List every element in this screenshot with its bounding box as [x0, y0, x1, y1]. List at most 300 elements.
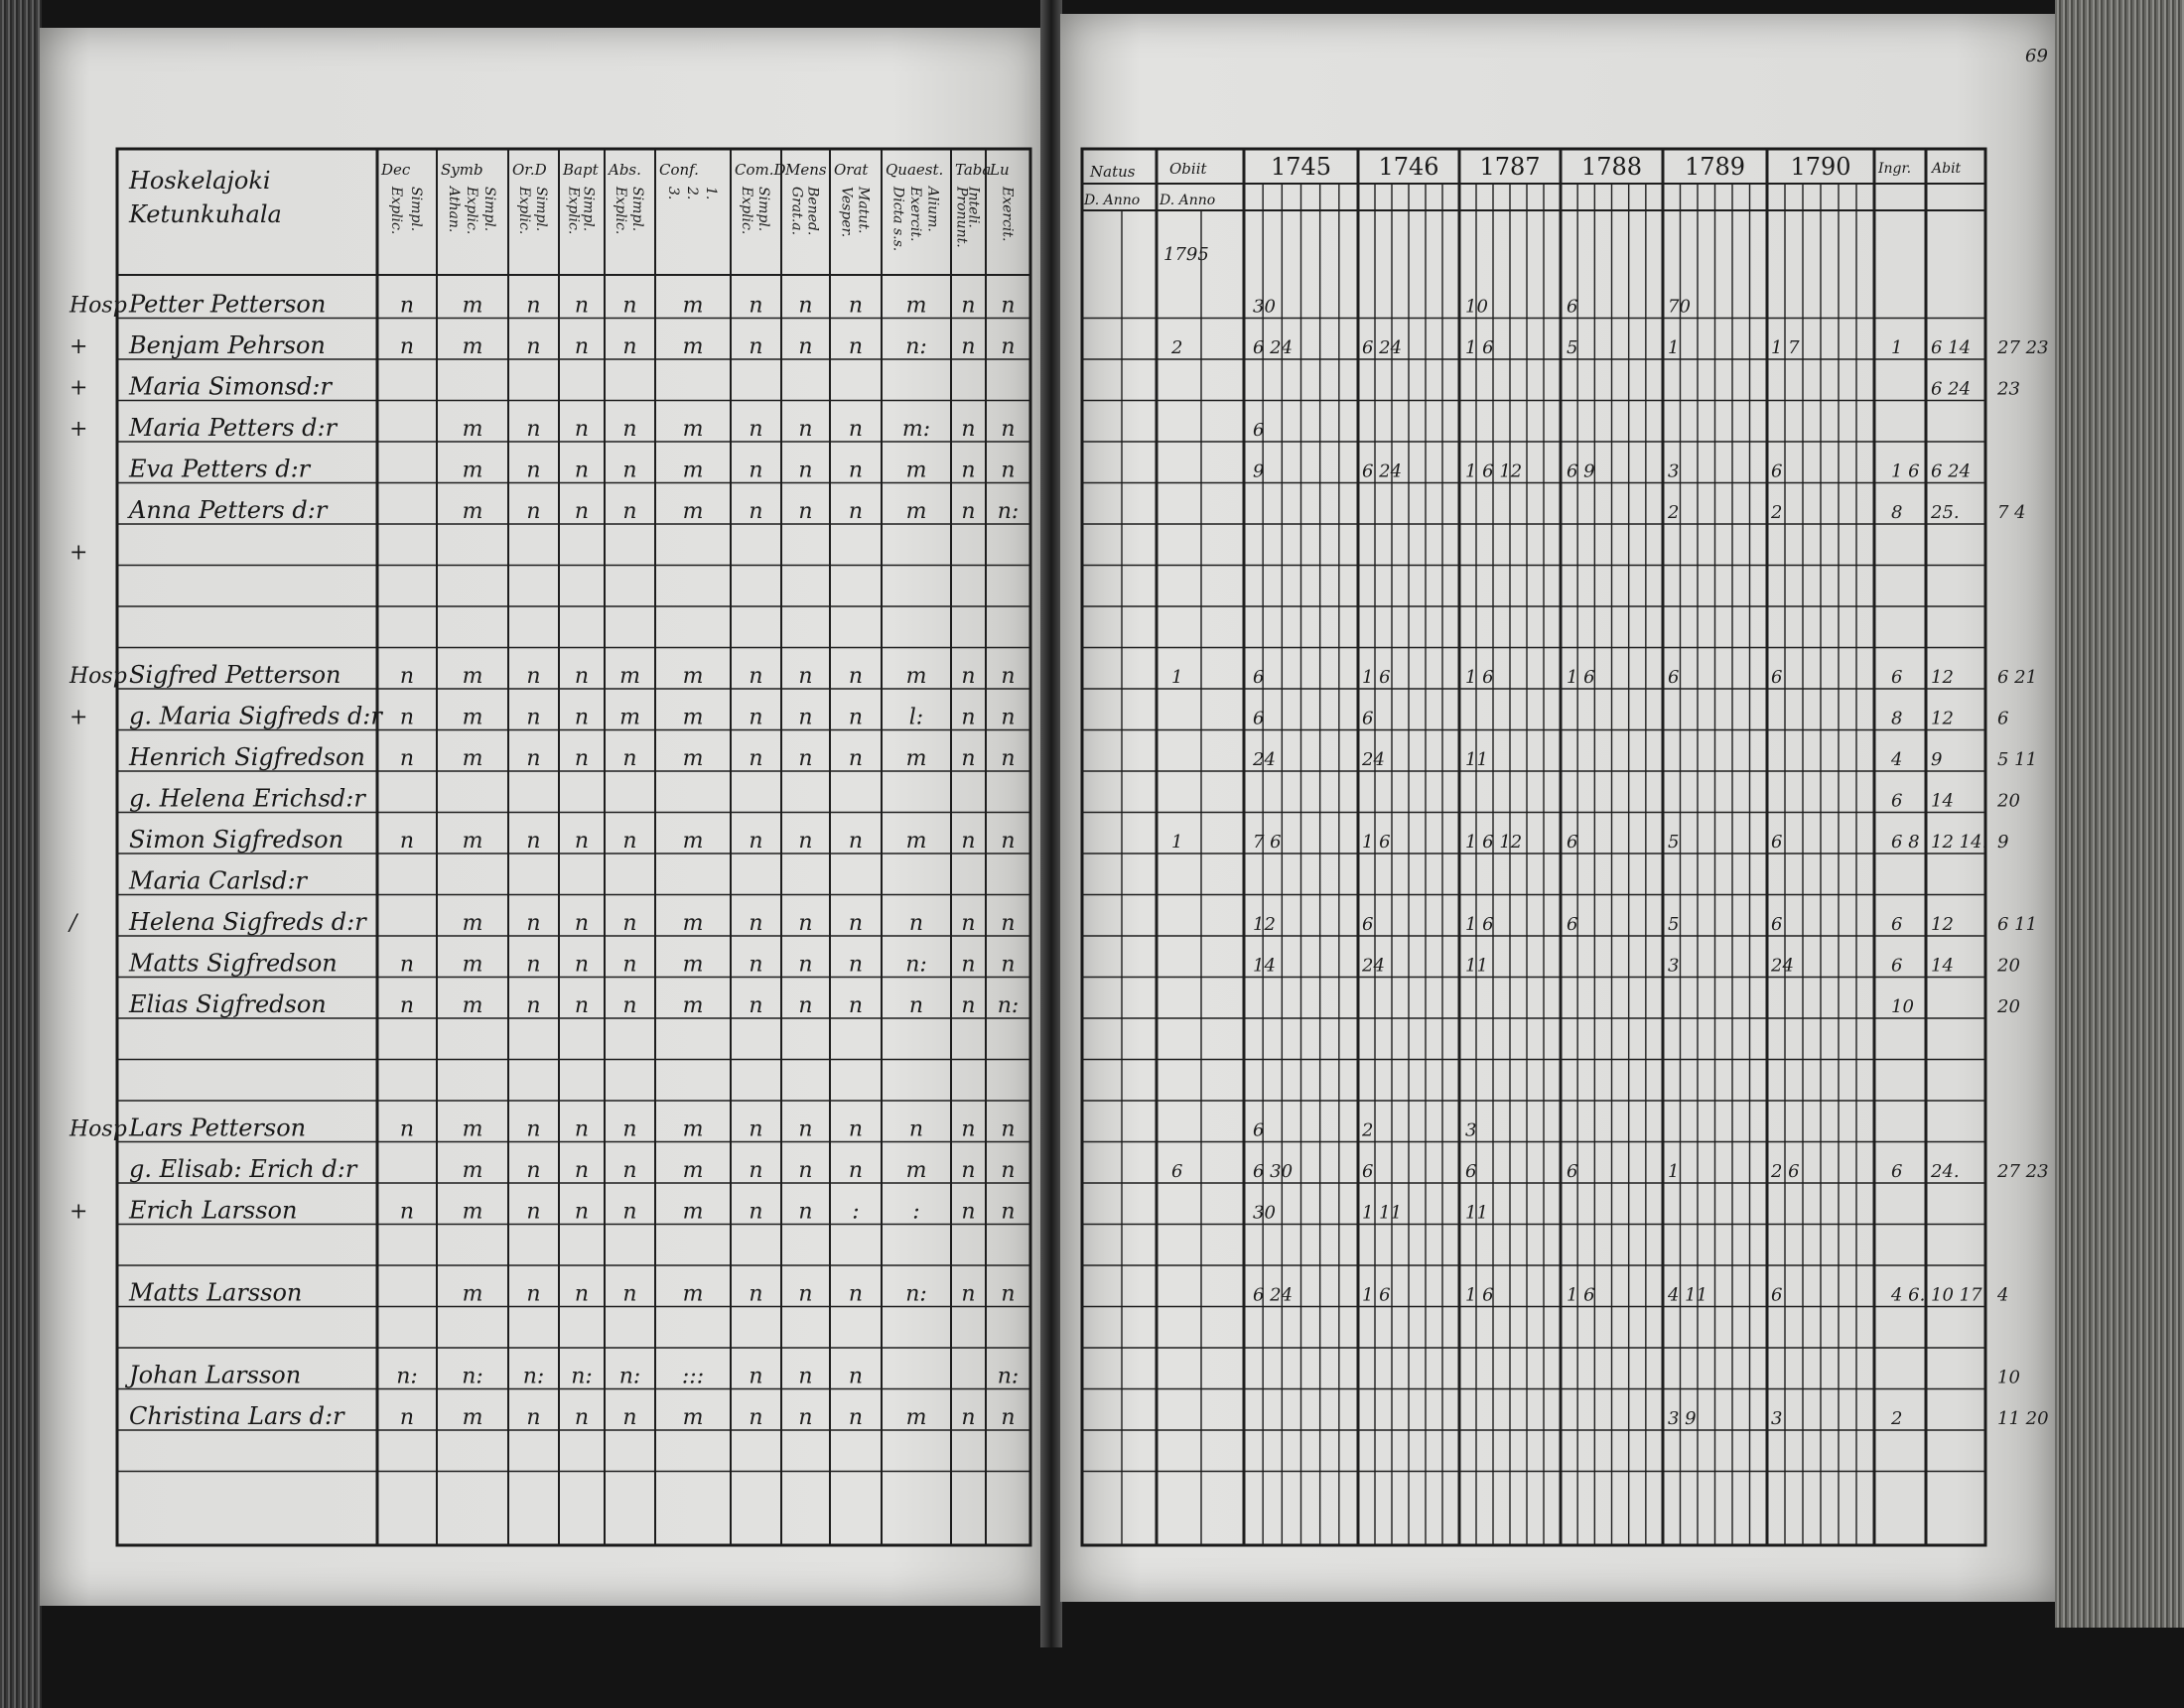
catechism-mark: n [749, 664, 763, 689]
catechism-mark: n: [905, 334, 927, 359]
catechism-mark: n [848, 952, 864, 978]
catechism-mark: n [798, 829, 813, 854]
register-entry: 8 [1891, 708, 1903, 729]
natus-header: Natus [1090, 163, 1136, 181]
register-entry: 5 [1567, 337, 1578, 358]
catechism-mark: n [961, 293, 976, 319]
left-column-header: Orat [834, 161, 869, 179]
register-entry: 2 6 [1771, 1161, 1800, 1182]
catechism-mark: n [961, 746, 976, 771]
catechism-mark: n [574, 417, 590, 442]
catechism-mark: n [1001, 1281, 1016, 1307]
catechism-mark: m: [901, 417, 931, 442]
catechism-mark: n [399, 1199, 415, 1225]
household-member-name: g. Maria Sigfreds d:r [129, 702, 382, 730]
left-column-subheader: Explic. [739, 187, 754, 235]
catechism-mark: n [961, 1405, 976, 1430]
catechism-mark: n [961, 1281, 976, 1307]
register-entry: 24 [1362, 955, 1385, 977]
household-member-name: Benjam Pehrson [129, 331, 326, 359]
catechism-mark: n [1001, 746, 1016, 771]
catechism-mark: n [749, 334, 763, 359]
register-entry: 2 [1891, 1408, 1903, 1429]
register-entry: 12 [1931, 708, 1954, 729]
catechism-mark: m [682, 911, 704, 936]
left-column-subheader: Alium. [924, 187, 941, 232]
catechism-mark: m [462, 1199, 483, 1225]
catechism-mark: n [848, 417, 864, 442]
right-margin-note: 10 [1997, 1367, 2020, 1388]
catechism-mark: n: [618, 1364, 641, 1389]
right-margin-note: 20 [1997, 955, 2020, 977]
catechism-mark: n [526, 1405, 541, 1430]
right-margin-note: 5 11 [1997, 749, 2038, 770]
left-column-header: Abs. [609, 161, 641, 179]
register-entry: 9 [1931, 749, 1943, 770]
register-entry: 6 [1771, 460, 1783, 482]
right-margin-note: 6 [1997, 708, 2009, 729]
year-column-header: 1790 [1790, 153, 1851, 181]
catechism-mark: n [526, 1158, 541, 1183]
catechism-mark: n [848, 993, 864, 1018]
catechism-mark: m [682, 1158, 704, 1183]
catechism-mark: n [526, 293, 541, 319]
catechism-mark: n [574, 911, 590, 936]
catechism-mark: n [908, 911, 924, 936]
left-column-header: Quaest. [886, 161, 944, 179]
catechism-mark: n [848, 1364, 864, 1389]
year-column-header: 1788 [1580, 153, 1643, 181]
catechism-mark: : [912, 1199, 920, 1225]
register-entry: 1 6 [1465, 667, 1494, 688]
catechism-mark: n [848, 705, 864, 730]
left-column-subheader: 2. [684, 187, 700, 200]
register-entry: 6 [1891, 790, 1903, 812]
catechism-mark: m [905, 1158, 927, 1183]
catechism-mark: n [526, 458, 541, 483]
register-entry: 1 6 [1362, 832, 1391, 853]
register-entry: 1 [1171, 667, 1183, 688]
catechism-mark: m [462, 293, 483, 319]
catechism-mark: n [574, 1117, 590, 1142]
left-column-subheader: Inteli. [965, 187, 982, 228]
left-column-subheader: Explic. [565, 187, 582, 235]
right-margin-note: 20 [1997, 996, 2020, 1017]
margin-note: Hosp [69, 664, 127, 689]
catechism-mark: n [961, 499, 976, 524]
register-entry: 6 [1891, 1161, 1903, 1182]
catechism-mark: n [622, 334, 637, 359]
left-column-header: Or.D [512, 161, 547, 179]
obiit-year-note: 1795 [1163, 244, 1209, 265]
right-margin-note: 11 20 [1997, 1408, 2049, 1429]
catechism-mark: n [1001, 1117, 1016, 1142]
catechism-mark: m [682, 664, 704, 689]
catechism-mark: m [619, 664, 640, 689]
catechism-mark: m [462, 705, 483, 730]
register-entry: 6 [1891, 667, 1903, 688]
catechism-mark: n [749, 1405, 763, 1430]
catechism-mark: m [905, 664, 927, 689]
margin-note: + [69, 417, 88, 442]
catechism-mark: n: [905, 952, 927, 978]
register-entry: 6 9 [1567, 460, 1595, 482]
register-entry: 1 6 [1465, 337, 1494, 358]
left-column-subheader: Explic. [388, 187, 404, 235]
catechism-mark: n [848, 334, 864, 359]
catechism-mark: n [574, 499, 590, 524]
catechism-mark: n [1001, 417, 1016, 442]
register-entry: 6 24 [1362, 460, 1403, 482]
register-entry: 10 [1891, 996, 1914, 1017]
left-column-subheader: 1. [703, 187, 719, 200]
register-entry: 12 [1931, 914, 1954, 935]
catechism-mark: m [682, 829, 704, 854]
catechism-mark: n: [571, 1364, 593, 1389]
catechism-mark: m [682, 499, 704, 524]
catechism-mark: n [961, 1158, 976, 1183]
household-member-name: Elias Sigfredson [129, 990, 327, 1018]
register-entry: 8 [1891, 502, 1903, 523]
catechism-mark: n [1001, 1405, 1016, 1430]
catechism-mark: n [399, 334, 415, 359]
catechism-mark: n [798, 458, 813, 483]
catechism-mark: n [526, 417, 541, 442]
catechism-mark: n [961, 334, 976, 359]
catechism-mark: m [682, 1281, 704, 1307]
abit-header: Abit [1932, 161, 1962, 177]
natus-d-anno-header: D. Anno [1084, 193, 1141, 208]
register-entry: 6 [1171, 1161, 1183, 1182]
catechism-mark: n [1001, 664, 1016, 689]
catechism-mark: n [526, 1199, 541, 1225]
register-entry: 6 [1771, 832, 1783, 853]
catechism-mark: n [526, 499, 541, 524]
catechism-mark: n [798, 993, 813, 1018]
catechism-mark: n: [997, 499, 1020, 524]
margin-note: / [69, 911, 77, 936]
register-entry: 1 6 12 [1465, 832, 1523, 853]
catechism-mark: m [462, 829, 483, 854]
left-column-header: Lu [990, 161, 1010, 179]
register-entry: 11 [1465, 749, 1488, 770]
register-entry: 6 [1771, 667, 1783, 688]
catechism-mark: l: [908, 705, 924, 730]
left-column-subheader: Matut. [855, 187, 872, 234]
catechism-mark: n [848, 911, 864, 936]
catechism-mark: n [848, 829, 864, 854]
household-member-name: Helena Sigfreds d:r [129, 908, 366, 936]
left-column-subheader: Dicta s.s. [889, 187, 906, 252]
register-entry: 4 11 [1668, 1284, 1708, 1306]
left-column-subheader: Pronunt. [953, 187, 970, 248]
catechism-mark: n [798, 1117, 813, 1142]
register-entry: 6 [1668, 667, 1680, 688]
ingress-header: Ingr. [1878, 161, 1912, 177]
register-entry: 12 [1931, 667, 1954, 688]
year-column-header: 1746 [1378, 153, 1439, 181]
register-entry: 6 30 [1253, 1161, 1294, 1182]
register-entry: 5 [1668, 832, 1680, 853]
catechism-mark: n [798, 705, 813, 730]
obiit-d-anno-header: D. Anno [1160, 193, 1216, 208]
register-entry: 6 [1771, 914, 1783, 935]
year-column-header: 1745 [1270, 153, 1332, 181]
register-entry: 25. [1931, 502, 1960, 523]
register-entry: 6 [1253, 420, 1265, 441]
catechism-mark: m [462, 911, 483, 936]
register-entry: 3 [1668, 460, 1680, 482]
catechism-mark: n [399, 993, 415, 1018]
left-column-header: Bapt [563, 161, 599, 179]
catechism-mark: n [798, 417, 813, 442]
register-entry: 1 [1668, 337, 1680, 358]
catechism-mark: n [574, 293, 590, 319]
left-column-subheader: Simpl. [755, 187, 771, 232]
register-entry: 7 6 [1253, 832, 1282, 853]
catechism-mark: n: [462, 1364, 483, 1389]
catechism-mark: n [749, 499, 763, 524]
catechism-mark: n [399, 746, 415, 771]
catechism-mark: m [462, 499, 483, 524]
catechism-mark: n [961, 664, 976, 689]
catechism-mark: m [682, 1199, 704, 1225]
catechism-mark: n [749, 1281, 763, 1307]
catechism-mark: n [908, 993, 924, 1018]
register-entry: 6 [1362, 914, 1374, 935]
catechism-mark: n [749, 1117, 763, 1142]
left-title-line-1: Hoskelajoki [129, 167, 271, 195]
right-margin-note: 27 23 [1997, 337, 2049, 358]
register-entry: 3 [1668, 955, 1680, 977]
left-column-subheader: Explic. [464, 187, 479, 235]
left-column-header: Conf. [659, 161, 699, 179]
register-entry: 6 14 [1931, 337, 1972, 358]
catechism-mark: n [526, 952, 541, 978]
register-entry: 30 [1253, 296, 1276, 318]
catechism-mark: n [574, 993, 590, 1018]
register-entry: 3 [1465, 1119, 1477, 1141]
register-entry: 6 24 [1362, 337, 1403, 358]
catechism-mark: n: [396, 1364, 418, 1389]
catechism-mark: m [905, 1405, 927, 1430]
catechism-mark: n [749, 705, 763, 730]
catechism-mark: n [1001, 705, 1016, 730]
catechism-mark: n [798, 952, 813, 978]
catechism-mark: n: [522, 1364, 545, 1389]
catechism-mark: n [526, 993, 541, 1018]
catechism-mark: m [905, 829, 927, 854]
catechism-mark: n [399, 829, 415, 854]
left-column-subheader: Explic. [516, 187, 532, 235]
register-entry: 6 [1891, 955, 1903, 977]
catechism-mark: n [961, 952, 976, 978]
left-column-header: Symb [441, 161, 483, 179]
register-entry: 10 17 [1931, 1284, 1982, 1306]
household-member-name: g. Elisab: Erich d:r [129, 1155, 357, 1183]
catechism-mark: : [852, 1199, 860, 1225]
catechism-mark: n [961, 993, 976, 1018]
register-entry: 1 6 [1891, 460, 1920, 482]
catechism-mark: m [682, 334, 704, 359]
register-entry: 12 14. [1931, 832, 1988, 853]
catechism-mark: n [749, 829, 763, 854]
catechism-mark: n [399, 293, 415, 319]
catechism-mark: n [798, 1364, 813, 1389]
catechism-mark: n [961, 911, 976, 936]
register-entry: 24 [1362, 749, 1385, 770]
catechism-mark: m [905, 293, 927, 319]
catechism-mark: n [622, 993, 637, 1018]
left-column-subheader: 3. [665, 187, 681, 200]
catechism-mark: n [526, 1117, 541, 1142]
register-entry: 4 6. [1891, 1284, 1926, 1306]
left-column-subheader: Explic. [613, 187, 628, 235]
left-column-subheader: Simpl. [533, 187, 549, 232]
catechism-mark: m [462, 417, 483, 442]
register-entry: 2 [1771, 502, 1783, 523]
catechism-mark: n [399, 705, 415, 730]
year-column-header: 1787 [1479, 153, 1541, 181]
catechism-mark: n [574, 746, 590, 771]
register-entry: 14 [1931, 955, 1954, 977]
catechism-mark: n [526, 746, 541, 771]
register-entry: 6 [1567, 832, 1578, 853]
right-margin-note: 9 [1997, 832, 2009, 853]
catechism-mark: n [1001, 458, 1016, 483]
register-entry: 1 6 [1362, 1284, 1391, 1306]
right-margin-note: 20 [1997, 790, 2020, 812]
catechism-mark: n [1001, 334, 1016, 359]
catechism-mark: m [682, 952, 704, 978]
catechism-mark: n [961, 705, 976, 730]
register-entry: 1 6 [1567, 667, 1595, 688]
left-column-subheader: Athan. [446, 187, 462, 233]
catechism-mark: n [622, 1281, 637, 1307]
register-entry: 1 6 [1362, 667, 1391, 688]
catechism-mark: n [574, 1158, 590, 1183]
catechism-mark: m [682, 705, 704, 730]
household-member-name: Lars Petterson [129, 1114, 307, 1142]
register-entry: 11 [1465, 1202, 1488, 1224]
catechism-mark: n [1001, 1199, 1016, 1225]
catechism-mark: n [526, 705, 541, 730]
register-entry: 30 [1253, 1202, 1276, 1224]
household-member-name: Matts Sigfredson [129, 949, 338, 978]
catechism-mark: ::: [681, 1364, 705, 1389]
household-member-name: Maria Simonsd:r [129, 372, 332, 401]
register-entry: 6 [1891, 914, 1903, 935]
right-margin-note: 6 11 [1997, 914, 2038, 935]
catechism-mark: n: [997, 993, 1020, 1018]
catechism-mark: n [622, 293, 637, 319]
margin-note: Hosp [69, 293, 127, 319]
register-entry: 6 [1362, 708, 1374, 729]
register-entry: 6 24 [1931, 460, 1972, 482]
register-entry: 24 [1253, 749, 1276, 770]
catechism-mark: n [622, 1158, 637, 1183]
catechism-mark: n [848, 664, 864, 689]
register-entry: 1 6 [1465, 1284, 1494, 1306]
margin-note: Hosp [69, 1117, 127, 1142]
left-column-subheader: Exercit. [999, 187, 1016, 242]
catechism-mark: n [798, 1158, 813, 1183]
register-entry: 6 [1362, 1161, 1374, 1182]
catechism-mark: n [399, 1405, 415, 1430]
household-member-name: Erich Larsson [129, 1196, 298, 1225]
left-column-header: Com.D [735, 161, 786, 179]
catechism-mark: n [749, 1158, 763, 1183]
catechism-mark: n [1001, 829, 1016, 854]
catechism-mark: m [619, 705, 640, 730]
catechism-mark: n [574, 952, 590, 978]
catechism-mark: n: [997, 1364, 1020, 1389]
catechism-mark: m [682, 993, 704, 1018]
register-entry: 4 [1891, 749, 1903, 770]
register-entry: 6 [1567, 1161, 1578, 1182]
catechism-mark: n [798, 1281, 813, 1307]
right-margin-note: 23 [1997, 378, 2020, 400]
household-member-name: Johan Larsson [129, 1361, 302, 1389]
register-entry: 2 [1362, 1119, 1374, 1141]
catechism-mark: n [526, 1281, 541, 1307]
catechism-mark: m [905, 746, 927, 771]
catechism-mark: n [622, 1199, 637, 1225]
catechism-mark: n [574, 334, 590, 359]
catechism-mark: n [908, 1117, 924, 1142]
household-member-name: Anna Petters d:r [129, 496, 328, 524]
register-entry: 70 [1668, 296, 1691, 318]
catechism-mark: n [1001, 293, 1016, 319]
catechism-mark: n [798, 334, 813, 359]
obiit-header: Obiit [1169, 160, 1207, 178]
margin-note: + [69, 334, 88, 359]
catechism-mark: m [682, 1117, 704, 1142]
catechism-mark: n [622, 499, 637, 524]
household-member-name: Petter Petterson [129, 290, 327, 319]
left-column-subheader: Grat.a. [788, 187, 805, 236]
catechism-mark: n [749, 1199, 763, 1225]
register-entry: 6 24 [1253, 1284, 1294, 1306]
catechism-mark: n [622, 417, 637, 442]
catechism-mark: n [622, 458, 637, 483]
catechism-mark: m [905, 458, 927, 483]
catechism-mark: n [574, 664, 590, 689]
catechism-mark: n [1001, 911, 1016, 936]
register-entry: 6 [1465, 1161, 1477, 1182]
catechism-mark: m [682, 746, 704, 771]
catechism-mark: n [574, 458, 590, 483]
catechism-mark: n [399, 1117, 415, 1142]
left-column-subheader: Simpl. [580, 187, 597, 232]
register-entry: 24. [1931, 1161, 1960, 1182]
left-column-header: Dec [381, 161, 411, 179]
register-entry: 9 [1253, 460, 1265, 482]
catechism-mark: n [526, 664, 541, 689]
catechism-mark: m [682, 293, 704, 319]
catechism-mark: n [749, 458, 763, 483]
margin-note: + [69, 540, 88, 566]
left-column-subheader: Exercit. [907, 187, 923, 242]
catechism-mark: n [526, 334, 541, 359]
register-entry: 12 [1253, 914, 1276, 935]
register-entry: 1 [1891, 337, 1903, 358]
catechism-mark: n [848, 499, 864, 524]
catechism-mark: n [622, 911, 637, 936]
catechism-mark: n [961, 1199, 976, 1225]
catechism-mark: n [622, 1117, 637, 1142]
catechism-mark: m [462, 334, 483, 359]
